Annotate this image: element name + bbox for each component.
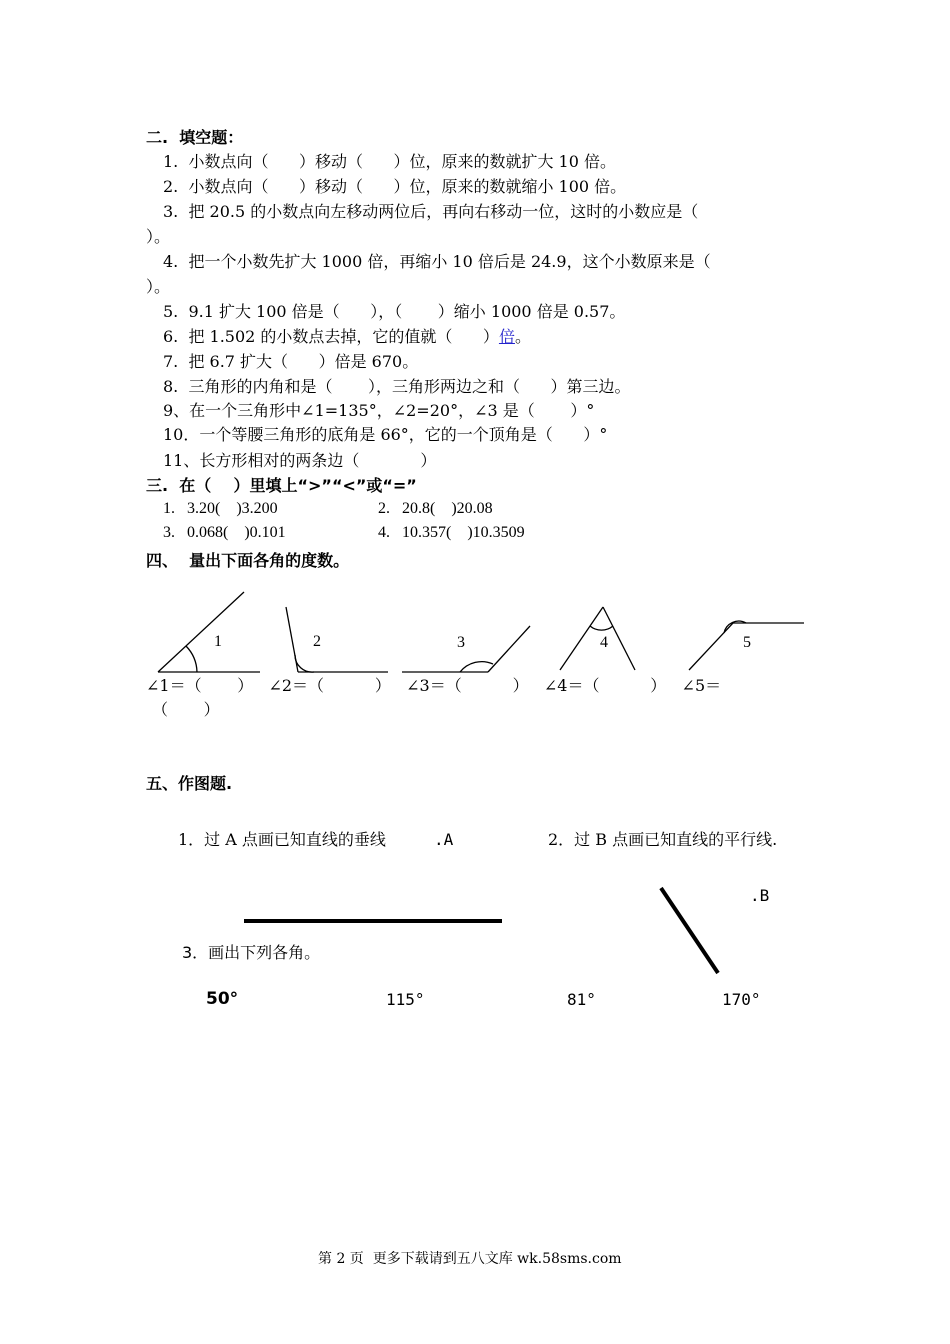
compare-2: 2. 20.8( )20.08 xyxy=(378,500,493,517)
page-footer: 第 2 页 更多下载请到五八文库 wk.58sms.com xyxy=(318,1251,622,1267)
point-b: .B xyxy=(750,886,770,905)
section2-title: 二. 填空题： xyxy=(146,128,244,147)
given-line-b xyxy=(661,888,718,973)
angle-170: 170° xyxy=(722,990,761,1009)
angle-1-figure xyxy=(158,592,260,672)
compare-3: 3. 0.068( )0.101 xyxy=(163,524,286,541)
question-3: 3. 把 20.5 的小数点向左移动两位后，再向右移动一位，这时的小数应是（ xyxy=(163,202,699,221)
question-8: 8. 三角形的内角和是（ ），三角形两边之和（ ）第三边。 xyxy=(163,377,631,396)
question-4: 4. 把一个小数先扩大 1000 倍，再缩小 10 倍后是 24.9，这个小数原来是（ xyxy=(163,252,711,271)
question-10: 10．一个等腰三角形的底角是 66°，它的一个顶角是（ ）° xyxy=(163,425,608,444)
section3-title: 三. 在（ ）里填上“>”“<”或“=” xyxy=(146,476,417,495)
point-a: .A xyxy=(434,830,454,849)
angle-3-figure xyxy=(402,626,530,672)
angle-4-figure xyxy=(560,607,635,670)
question-9: 9、在一个三角形中∠1=135°，∠2=20°，∠3 是（ ）° xyxy=(163,401,595,420)
question-6-end: 。 xyxy=(514,327,531,346)
compare-1: 1. 3.20( )3.200 xyxy=(163,500,278,517)
question-6-link[interactable]: 倍 xyxy=(498,327,515,346)
draw-question-1: 1．过 A 点画已知直线的垂线 xyxy=(178,830,386,849)
draw-question-3: 3．画出下列各角。 xyxy=(182,943,321,962)
angle-2-figure xyxy=(286,607,388,672)
question-3-end: ）。 xyxy=(146,227,171,246)
angle-5-label: 5 xyxy=(743,634,751,651)
compare-4: 4. 10.357( )10.3509 xyxy=(378,524,525,541)
question-2: 2. 小数点向（ ）移动（ ）位，原来的数就缩小 100 倍。 xyxy=(163,177,627,196)
section5-title: 五、作图题. xyxy=(146,774,233,793)
angle-1-label: 1 xyxy=(214,633,222,650)
angle-3-label: 3 xyxy=(457,634,465,651)
angle-answers-line-2: （ ） xyxy=(152,700,220,719)
angle-115: 115° xyxy=(386,990,425,1009)
question-4-end: ）。 xyxy=(146,277,171,296)
question-7: 7. 把 6.7 扩大（ ）倍是 670。 xyxy=(163,352,419,371)
question-1: 1. 小数点向（ ）移动（ ）位，原来的数就扩大 10 倍。 xyxy=(163,152,617,171)
question-5: 5. 9.1 扩大 100 倍是（ ），（ ）缩小 1000 倍是 0.57。 xyxy=(163,302,626,321)
question-11: 11、长方形相对的两条边（ ） xyxy=(163,451,437,470)
angle-81: 81° xyxy=(567,990,596,1009)
section4-title: 四、 量出下面各角的度数。 xyxy=(146,551,350,570)
angle-4-label: 4 xyxy=(600,634,608,651)
question-6-text: 6. 把 1.502 的小数点去掉，它的值就（ ） xyxy=(163,327,499,346)
angle-2-label: 2 xyxy=(313,633,321,650)
angle-50: 50° xyxy=(206,989,239,1009)
draw-question-2: 2．过 B 点画已知直线的平行线. xyxy=(548,830,778,849)
angle-answers-line: ∠1＝（ ） ∠2＝（ ） ∠3＝（ ） ∠4＝（ ） ∠5＝ xyxy=(146,676,722,695)
